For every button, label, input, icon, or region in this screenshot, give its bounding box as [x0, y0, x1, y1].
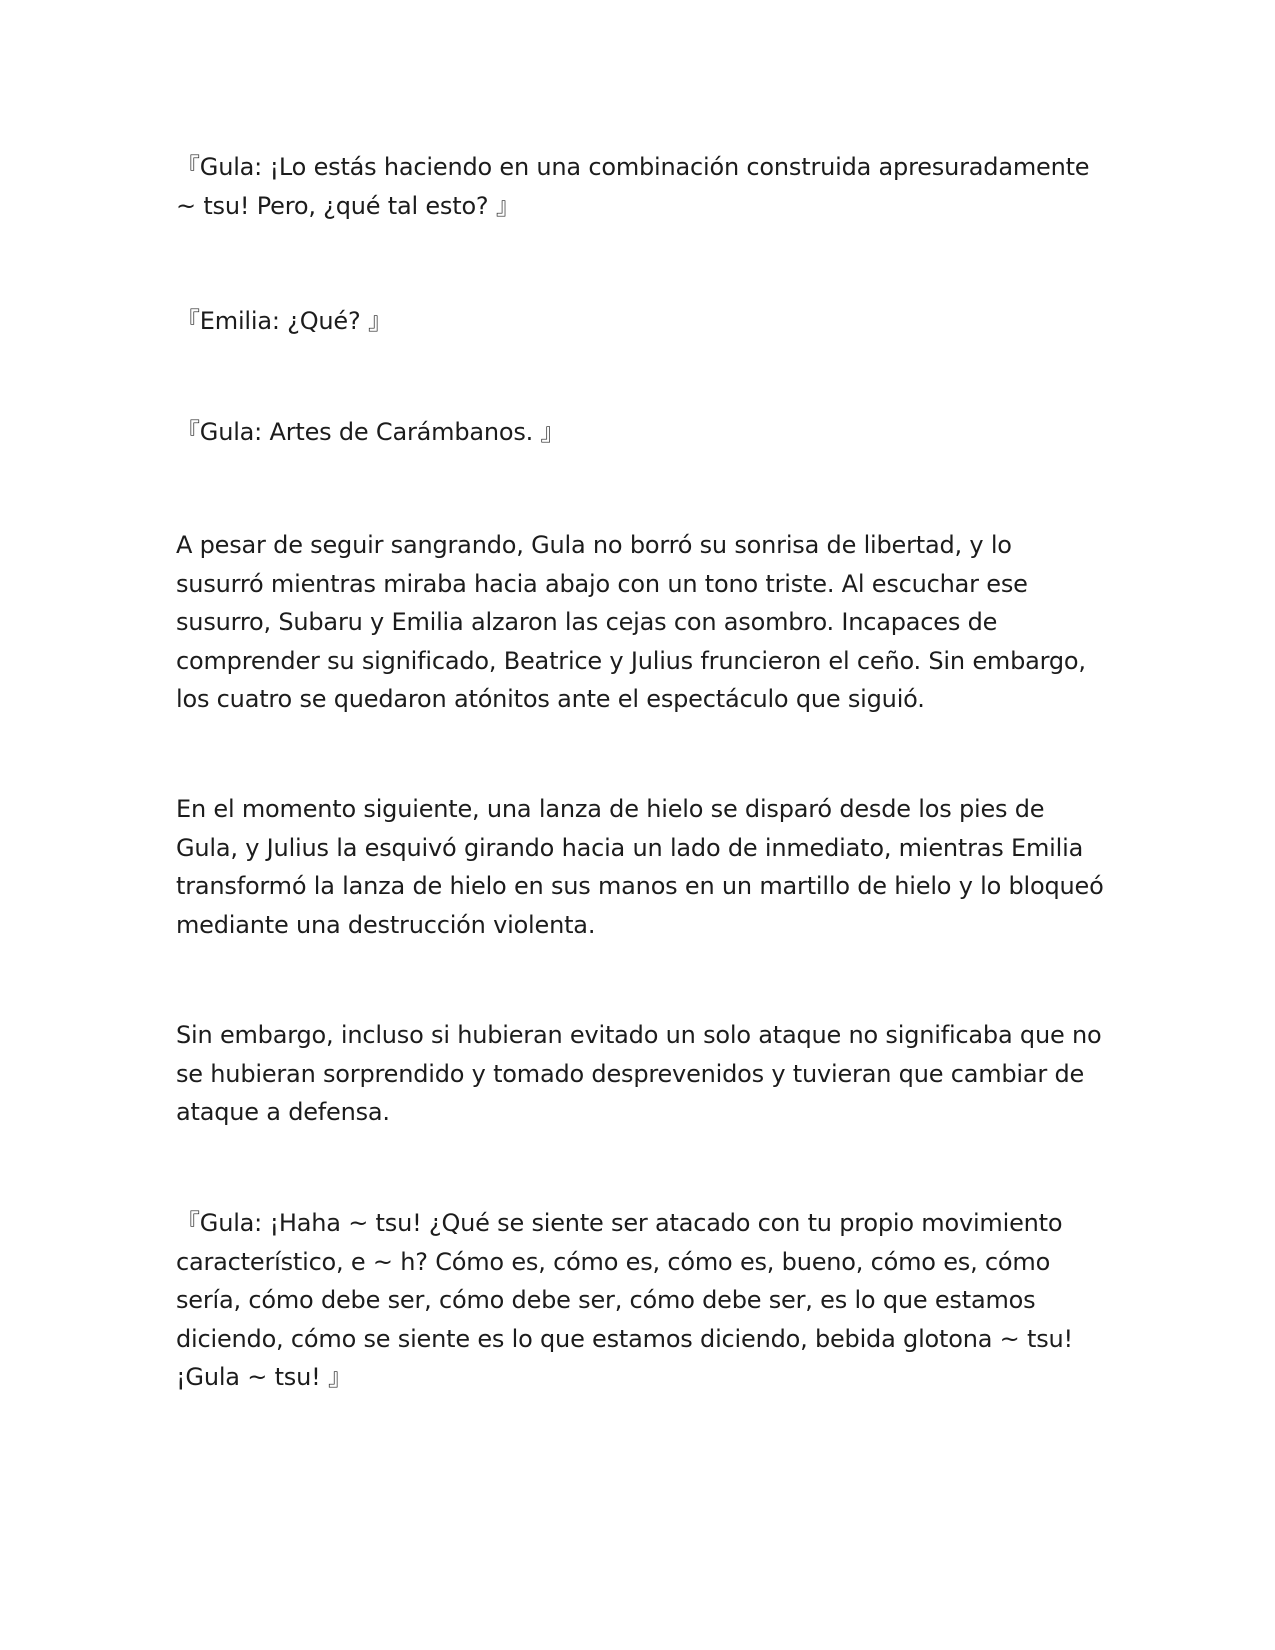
- narrative-paragraph: Sin embargo, incluso si hubieran evitado un solo ataque no significaba que no se hubieran sorprendido y tomado desprevenidos y tuvieran que cambiar de ataque a defensa.: [176, 1021, 1102, 1126]
- dialogue-paragraph: 『Gula: Artes de Carámbanos. 』: [176, 418, 565, 446]
- narrative-paragraph: En el momento siguiente, una lanza de hielo se disparó desde los pies de Gula, y Julius la esquivó girando hacia un lado de inmediato, mientras Emilia transformó la lanza de hielo en sus manos en un martillo de hielo y lo bloqueó mediante una destrucción violenta.: [176, 795, 1104, 939]
- dialogue-paragraph: 『Gula: ¡Lo estás haciendo en una combinación construida apresuradamente ~ tsu! Pero, ¿qué tal esto? 』: [176, 153, 1090, 220]
- dialogue-paragraph: 『Gula: ¡Haha ~ tsu! ¿Qué se siente ser atacado con tu propio movimiento característico, e ~ h? Cómo es, cómo es, cómo es, bueno, cómo es, cómo sería, cómo debe ser, cómo debe ser, cómo debe ser, es lo que estamos diciendo, cómo se siente es lo que estamos diciendo, bebida glotona ~ tsu! ¡Gula ~ tsu! 』: [176, 1209, 1073, 1391]
- dialogue-paragraph: 『Emilia: ¿Qué? 』: [176, 307, 392, 335]
- narrative-paragraph: A pesar de seguir sangrando, Gula no borró su sonrisa de libertad, y lo susurró mientras miraba hacia abajo con un tono triste. Al escuchar ese susurro, Subaru y Emilia alzaron las cejas con asombro. Incapaces de comprender su significado, Beatrice y Julius fruncieron el ceño. Sin embargo, los cuatro se quedaron atónitos ante el espectáculo que siguió.: [176, 531, 1086, 713]
